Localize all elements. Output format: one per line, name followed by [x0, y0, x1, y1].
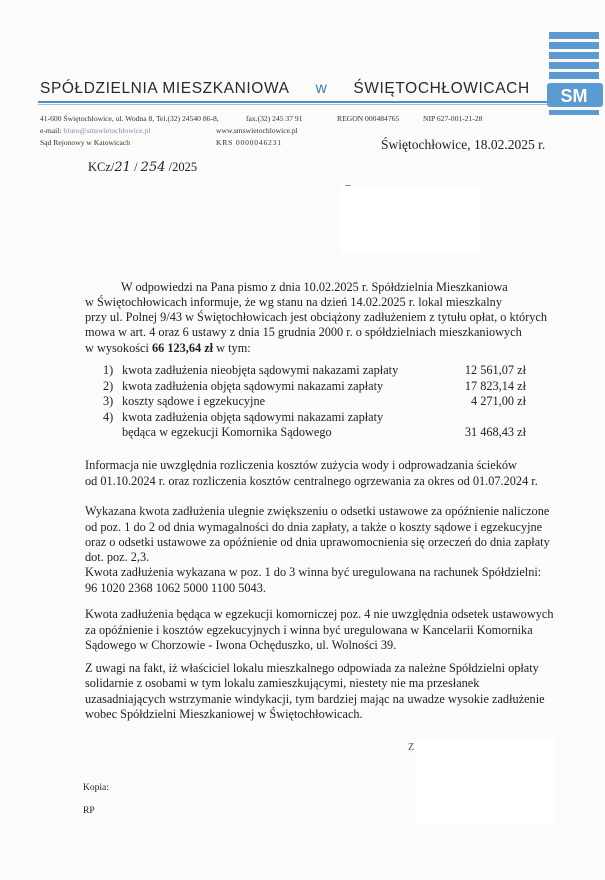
item-amount: 17 823,14 zł	[464, 378, 526, 393]
p5-line-4: wobec Spółdzielni Mieszkaniowej w Świętochłowicach.	[85, 707, 363, 721]
p2-line-2: od 01.10.2024 r. oraz rozliczenia kosztów centralnego ogrzewania za okres od 01.07.2024 r.	[85, 474, 538, 488]
court-line: Sąd Rejonowy w Katowicach	[40, 138, 131, 147]
regon: REGON 000484765	[337, 114, 400, 123]
item-text: kwota zadłużenia objęta sądowymi nakazami zapłaty	[122, 409, 384, 424]
ref-prefix: KCz/	[88, 160, 115, 174]
p3-line-6: 96 1020 2368 1062 5000 1100 5043.	[85, 581, 266, 595]
fax-line: fax.(32) 245 37 91	[246, 114, 303, 123]
item-number: 4)	[103, 409, 114, 424]
item-number: 3)	[103, 394, 114, 408]
item-text: kwota zadłużenia objęta sądowymi nakazami zapłaty	[122, 378, 384, 393]
p4-line-3: Sądowego w Chorzowie - Iwona Ochęduszko, ul. Wolności 39.	[85, 638, 397, 652]
signature-mark: Z	[408, 742, 415, 753]
organization-name	[40, 80, 530, 98]
total-suffix: w tym:	[213, 341, 251, 355]
item-amount: 31 468,43 zł	[464, 425, 526, 439]
p5-line-2: solidarnie z osobami w tym lokalu zamieszkującymi, niestety nie ma przesłanek	[85, 676, 480, 690]
p1-line-2: w Świętochłowicach informuje, że wg stanu na dzień 14.02.2025 r. lokal mieszkalny	[85, 295, 502, 309]
total-line	[85, 341, 251, 357]
email-label: e-mail:	[40, 126, 62, 135]
p5-line-1: Z uwagi na fakt, iż właściciel lokalu mieszkalnego odpowiada za należne Spółdzielni opłaty	[85, 661, 539, 675]
copy-recipient: RP	[83, 806, 95, 816]
p3-line-2: od poz. 1 do 2 od dnia wymagalności do dnia zapłaty, a także o koszty sądowe i egzekucyjne	[85, 520, 543, 534]
ref-handwritten-2: 254	[140, 160, 166, 175]
header-divider-thin	[38, 104, 548, 105]
p4-line-2: za opóźnienie i kosztów egzekucyjnych i winna być uregulowana w Kancelarii Komornika	[85, 623, 533, 637]
website-link[interactable]: www.smswietochlowice.pl	[216, 126, 298, 135]
email-line	[40, 125, 150, 137]
sm-logo	[545, 30, 603, 122]
ref-sep: /	[130, 160, 141, 174]
p4-line-1: Kwota zadłużenia będąca w egzekucji komorniczej poz. 4 nie uwzględnia odsetek ustawowych	[85, 607, 554, 621]
p1-line-3: przy ul. Polnej 9/43 w Świętochłowicach jest obciążony zadłużeniem z tytułu opłat, o których	[85, 310, 548, 324]
item-amount: 4 271,00 zł	[471, 394, 526, 408]
item-text-2: będąca w egzekucji Komornika Sądowego	[122, 425, 332, 439]
ref-year: /2025	[165, 160, 198, 174]
p3-line-1: Wykazana kwota zadłużenia ulegnie zwiększeniu o odsetki ustawowe za opóźnienie naliczone	[85, 504, 550, 518]
item-number: 1)	[103, 363, 114, 377]
p1-line-1: W odpowiedzi na Pana pismo z dnia 10.02.2025 r. Spółdzielnia Mieszkaniowa	[121, 280, 508, 294]
org-name-w: w	[315, 80, 328, 97]
total-amount: 66 123,64 zł	[151, 341, 214, 355]
nip: NIP 627-001-21-28	[423, 114, 483, 123]
redacted-signature	[415, 740, 555, 824]
total-prefix: w wysokości	[85, 341, 152, 355]
copy-label: Kopia:	[83, 783, 109, 793]
item-text: kwota zadłużenia nieobjęta sądowymi nakazami zapłaty	[122, 363, 399, 377]
reference-number	[88, 160, 197, 175]
p3-line-3: oraz o odsetki ustawowe za opóźnienie od dnia uprawomocnienia się orzeczeń do dnia zapłaty	[85, 535, 550, 549]
krs: KRS 0000046231	[216, 138, 282, 147]
logo-text: SM	[560, 86, 588, 106]
item-amount: 12 561,07 zł	[464, 363, 526, 377]
address-line: 41-600 Świętochłowice, ul. Wodna 8, Tel.(32) 24540 86-8,	[40, 114, 219, 123]
p1-line-4: mowa w art. 4 oraz 6 ustawy z dnia 15 grudnia 2000 r. o spółdzielniach mieszkaniowych	[85, 325, 522, 339]
item-text: koszty sądowe i egzekucyjne	[122, 394, 266, 408]
org-name-part2: ŚWIĘTOCHŁOWICACH	[353, 80, 530, 97]
ref-handwritten-1: 21	[114, 160, 131, 175]
org-name-part1: SPÓŁDZIELNIA MIESZKANIOWA	[40, 80, 290, 97]
redacted-recipient-address	[340, 186, 480, 252]
p2-line-1: Informacja nie uwzględnia rozliczenia kosztów zużycia wody i odprowadzania ścieków	[85, 458, 517, 472]
p5-line-3: uzasadniających wstrzymanie windykacji, tym bardziej mając na uwadze wysokie zadłużenie	[85, 692, 545, 706]
p3-line-5: Kwota zadłużenia wykazana w poz. 1 do 3 winna być uregulowana na rachunek Spółdzielni:	[85, 565, 542, 579]
item-number: 2)	[103, 378, 114, 393]
document-date: Świętochłowice, 18.02.2025 r.	[381, 137, 546, 152]
p3-line-4: dot. poz. 2,3.	[85, 550, 150, 564]
email-link[interactable]: biuro@smswietochlowice.pl	[63, 126, 151, 135]
header-divider	[38, 101, 548, 103]
